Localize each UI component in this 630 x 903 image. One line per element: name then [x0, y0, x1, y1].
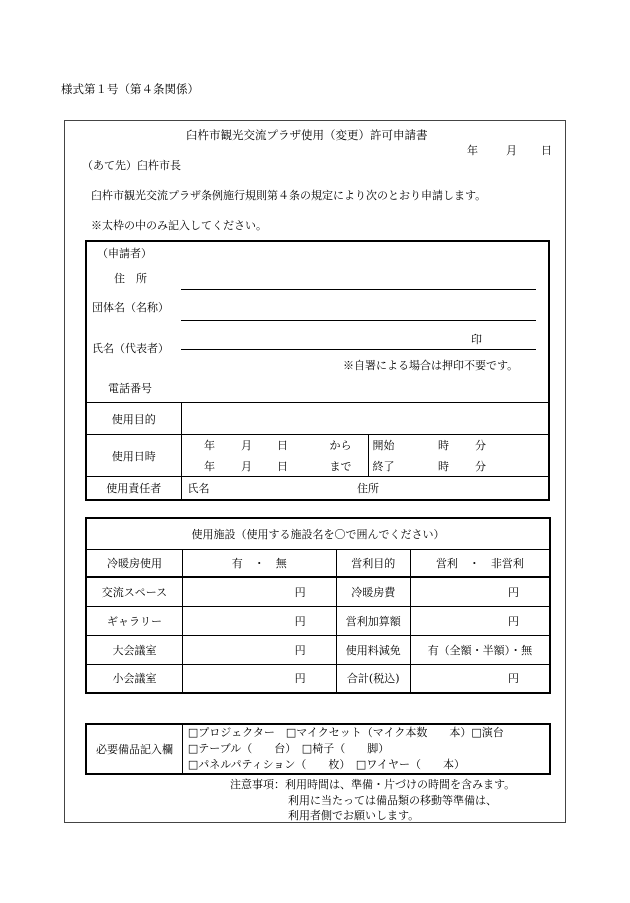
fee-item-value[interactable]: 円: [410, 664, 550, 693]
datetime-label: 使用日時: [87, 435, 181, 477]
facility-header: 使用施設（使用する施設名を〇で囲んでください）: [86, 518, 550, 549]
usage-table: [87, 402, 548, 500]
facility-fee[interactable]: 円: [182, 635, 336, 664]
equipment-label: 必要備品記入欄: [86, 724, 182, 774]
end-year[interactable]: 年: [204, 459, 215, 473]
start-day[interactable]: 日: [268, 435, 304, 456]
purpose-field[interactable]: [181, 403, 548, 435]
manager-address[interactable]: 住所: [304, 477, 548, 500]
equipment-line-1[interactable]: □プロジェクター □マイクセット（マイク本数 本）□演台: [187, 726, 504, 739]
facility-name[interactable]: 交流スペース: [86, 577, 182, 606]
facility-name[interactable]: ギャラリー: [86, 606, 182, 635]
end-hour[interactable]: 時: [438, 459, 449, 473]
manager-label: 使用責任者: [87, 477, 181, 500]
notes-line-3: 利用者側でお願いします。: [288, 809, 420, 822]
facility-table: [85, 517, 551, 694]
fee-item-label: 使用料減免: [336, 635, 410, 664]
org-line[interactable]: [181, 320, 536, 321]
name-line[interactable]: [181, 349, 536, 350]
end-day[interactable]: 日: [277, 459, 288, 473]
purpose-label: 使用目的: [87, 403, 181, 435]
manager-name[interactable]: 氏名: [181, 477, 304, 500]
end-until: まで: [304, 456, 368, 477]
start-from: から: [304, 435, 368, 456]
phone-label: 電話番号: [108, 382, 152, 395]
notes-line-1: 注意事項：利用時間は、準備・片づけの時間を含みます。: [230, 778, 516, 791]
facility-fee[interactable]: 円: [182, 606, 336, 635]
facility-name[interactable]: 大会議室: [86, 635, 182, 664]
intro-text: 臼杵市観光交流プラザ条例施行規則第４条の規定により次のとおり申請します。: [91, 189, 487, 202]
facility-name[interactable]: 小会議室: [86, 664, 182, 693]
fee-item-label: 合計(税込): [336, 664, 410, 693]
start-pad: [502, 435, 548, 456]
seal-mark: 印: [471, 333, 482, 346]
form-title: 臼杵市観光交流プラザ使用（変更）許可申請書: [186, 128, 428, 142]
facility-fee[interactable]: 円: [182, 577, 336, 606]
equipment-line-3[interactable]: □パネルパティション（ 枚） □ワイヤー（ 本）: [187, 758, 465, 771]
date-day: 日: [541, 144, 552, 157]
fee-item-label: 営利加算額: [336, 606, 410, 635]
equipment-table: [85, 723, 551, 775]
end-pad: [502, 456, 548, 477]
aircon-choice[interactable]: 有 ・ 無: [182, 549, 336, 577]
start-minute[interactable]: 分: [465, 435, 502, 456]
end-minute[interactable]: 分: [475, 459, 486, 473]
fee-item-value[interactable]: 有（全額・半額）・無: [410, 635, 550, 664]
end-month[interactable]: 月: [241, 459, 252, 473]
start-hour[interactable]: 時: [416, 435, 465, 456]
start-kind: 開始: [368, 435, 416, 456]
aircon-label: 冷暖房使用: [86, 549, 182, 577]
fee-item-value[interactable]: 円: [410, 577, 550, 606]
seal-note: ※自署による場合は押印不要です。: [343, 359, 519, 372]
applicant-box: [85, 240, 550, 501]
fee-item-value[interactable]: 円: [410, 606, 550, 635]
notes-line-2: 利用に当たっては備品類の移動等準備は、: [288, 794, 497, 807]
address-line[interactable]: [181, 289, 536, 290]
applicant-heading: （申請者）: [97, 247, 152, 260]
name-label: 氏名（代表者）: [92, 342, 169, 355]
form-number: 様式第１号（第４条関係）: [61, 82, 199, 96]
date-month: 月: [506, 144, 517, 157]
profit-choice[interactable]: 営利 ・ 非営利: [410, 549, 550, 577]
addressee: （あて先）臼杵市長: [82, 159, 181, 172]
facility-fee[interactable]: 円: [182, 664, 336, 693]
start-month[interactable]: 月: [231, 435, 268, 456]
address-label: 住 所: [114, 272, 147, 285]
equipment-line-2[interactable]: □テーブル（ 台） □椅子（ 脚）: [187, 742, 390, 755]
end-kind: 終了: [372, 459, 395, 473]
fill-note: ※太枠の中のみ記入してください。: [91, 219, 267, 232]
date-year: 年: [467, 144, 478, 157]
start-year[interactable]: 年: [181, 435, 231, 456]
fee-item-label: 冷暖房費: [336, 577, 410, 606]
org-label: 団体名（名称）: [92, 301, 169, 314]
profit-label: 営利目的: [336, 549, 410, 577]
